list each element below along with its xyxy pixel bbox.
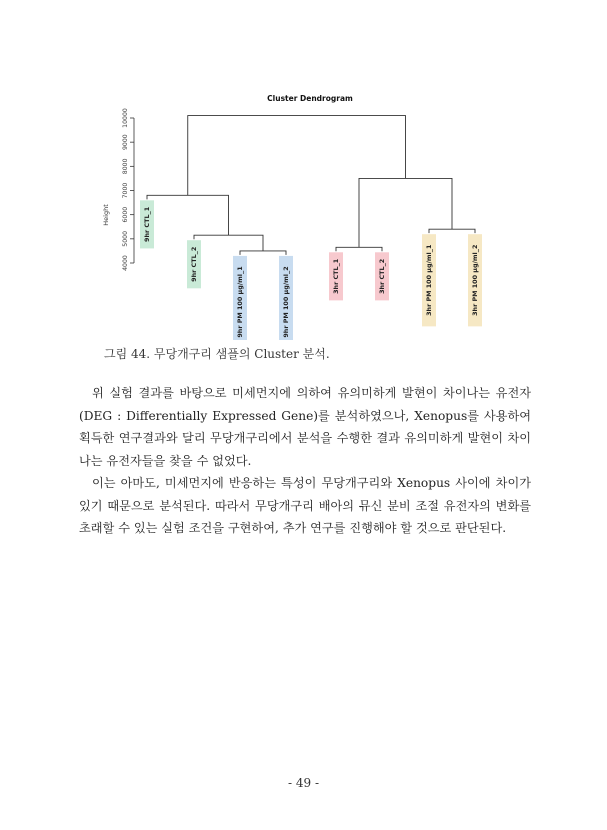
dendrogram-branch: [336, 247, 382, 251]
y-tick-label: 8000: [122, 158, 129, 175]
chart-title: Cluster Dendrogram: [267, 94, 353, 103]
y-axis-label: Height: [102, 204, 110, 226]
y-tick-label: 6000: [122, 206, 129, 223]
body-text: [79, 382, 531, 540]
leaf-label: 3hr PM 100 μg/ml_2: [471, 244, 479, 316]
leaf-label: 9hr PM 100 μg/ml_1: [236, 266, 244, 338]
page-number: - 49 -: [287, 776, 319, 790]
figure-caption: 그림 44. 무당개구리 샘플의 Cluster 분석.: [104, 347, 330, 361]
y-tick-label: 7000: [122, 182, 129, 199]
dendrogram-branch: [147, 195, 229, 235]
y-tick-label: 4000: [122, 255, 129, 271]
y-tick-label: 5000: [122, 230, 129, 247]
y-tick-label: 10000: [122, 108, 129, 128]
dendrogram-branches: [147, 116, 475, 255]
y-axis: [102, 108, 134, 271]
leaf-labels: [140, 200, 482, 340]
leaf-label: 3hr CTL_1: [332, 258, 340, 294]
dendrogram-figure: [0, 0, 607, 340]
leaf-label: 3hr PM 100 μg/ml_1: [425, 244, 433, 316]
paragraph-1: 위 실험 결과를 바탕으로 미세먼지에 의하여 유의미하게 발현이 차이나는 유전자(DEG : Differentially Expressed Gene)를 분석하였으나, Xenopus를 사용하여 획득한 연구결과와 달리 무당개구리에서 분석을 수행한 결과 유의미하게 발현이 차이나는 유전자들을 찾을 수 없었다.: [79, 386, 531, 468]
paragraph-2: 이는 아마도, 미세먼지에 반응하는 특성이 무당개구리와 Xenopus 사이에 차이가 있기 때문으로 분석된다. 따라서 무당개구리 배아의 뮤신 분비 조절 유전자의 변화를 초래할 수 있는 실험 조건을 구현하여, 추가 연구를 진행해야 할 것으로 판단된다.: [79, 476, 531, 535]
dendrogram-branch: [429, 229, 475, 233]
leaf-label: 9hr CTL_2: [190, 246, 198, 282]
dendrogram-branch: [359, 178, 452, 247]
dendrogram-branch: [188, 116, 406, 196]
leaf-label: 9hr PM 100 μg/ml_2: [282, 266, 290, 338]
dendrogram-branch: [240, 251, 286, 255]
leaf-label: 9hr CTL_1: [143, 206, 151, 242]
y-tick-label: 9000: [122, 134, 129, 151]
leaf-label: 3hr CTL_2: [378, 258, 386, 294]
dendrogram-branch: [194, 235, 263, 251]
cluster-dendrogram-chart: [0, 0, 607, 340]
